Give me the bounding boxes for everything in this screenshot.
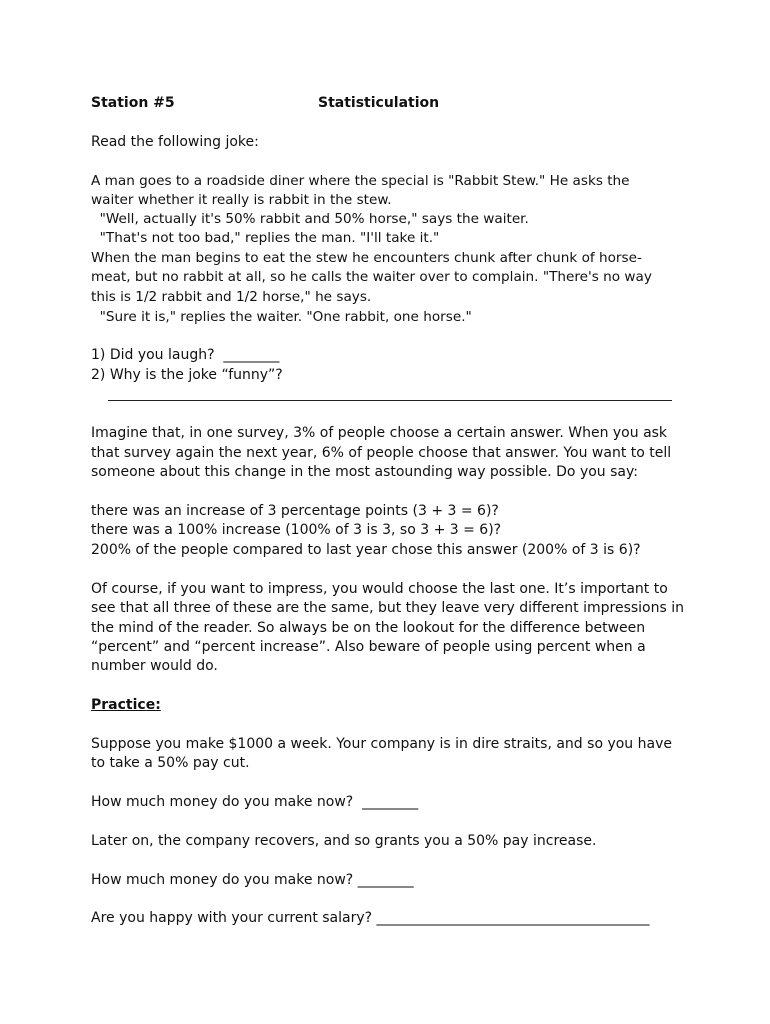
answer-line: [108, 400, 672, 401]
page-title: Statisticulation: [318, 95, 440, 111]
practice-question-1: How much money do you make now? ________: [91, 794, 419, 810]
option-line: there was a 100% increase (100% of 3 is 3, so 3 + 3 = 6)?: [91, 522, 502, 538]
scenario-line: to take a 50% pay cut.: [91, 755, 250, 771]
explanation-line: number would do.: [91, 658, 218, 674]
practice-heading: Practice:: [91, 697, 161, 713]
explanation-line: the mind of the reader. So always be on the lookout for the difference between: [91, 620, 646, 636]
survey-line: that survey again the next year, 6% of people choose that answer. You want to tell: [91, 445, 672, 461]
practice-question-3: Are you happy with your current salary? _______________________________________: [91, 910, 650, 926]
joke-line: "That's not too bad," replies the man. "I'll take it.": [91, 230, 440, 246]
joke-line: waiter whether it really is rabbit in the stew.: [91, 192, 392, 208]
joke-line: When the man begins to eat the stew he encounters chunk after chunk of horse-: [91, 250, 642, 266]
survey-line: Imagine that, in one survey, 3% of people choose a certain answer. When you ask: [91, 425, 668, 441]
joke-line: this is 1/2 rabbit and 1/2 horse," he says.: [91, 289, 372, 305]
recovery-text: Later on, the company recovers, and so grants you a 50% pay increase.: [91, 833, 597, 849]
explanation-line: Of course, if you want to impress, you would choose the last one. It’s important to: [91, 581, 668, 597]
explanation-line: see that all three of these are the same, but they leave very different impressions in: [91, 600, 685, 616]
station-label: Station #5: [91, 95, 175, 111]
option-line: 200% of the people compared to last year chose this answer (200% of 3 is 6)?: [91, 542, 641, 558]
question-laugh: 1) Did you laugh? ________: [91, 347, 280, 363]
scenario-line: Suppose you make $1000 a week. Your company is in dire straits, and so you have: [91, 736, 672, 752]
joke-line: "Well, actually it's 50% rabbit and 50% horse," says the waiter.: [91, 211, 529, 227]
joke-line: A man goes to a roadside diner where the special is "Rabbit Stew." He asks the: [91, 173, 630, 189]
question-funny: 2) Why is the joke “funny”?: [91, 367, 283, 383]
joke-line: "Sure it is," replies the waiter. "One rabbit, one horse.": [91, 309, 472, 325]
practice-question-2: How much money do you make now? ________: [91, 872, 414, 888]
intro-text: Read the following joke:: [91, 134, 259, 150]
joke-line: meat, but no rabbit at all, so he calls the waiter over to complain. "There's no way: [91, 269, 652, 285]
survey-line: someone about this change in the most astounding way possible. Do you say:: [91, 464, 638, 480]
option-line: there was an increase of 3 percentage points (3 + 3 = 6)?: [91, 503, 499, 519]
explanation-line: “percent” and “percent increase”. Also beware of people using percent when a: [91, 639, 646, 655]
